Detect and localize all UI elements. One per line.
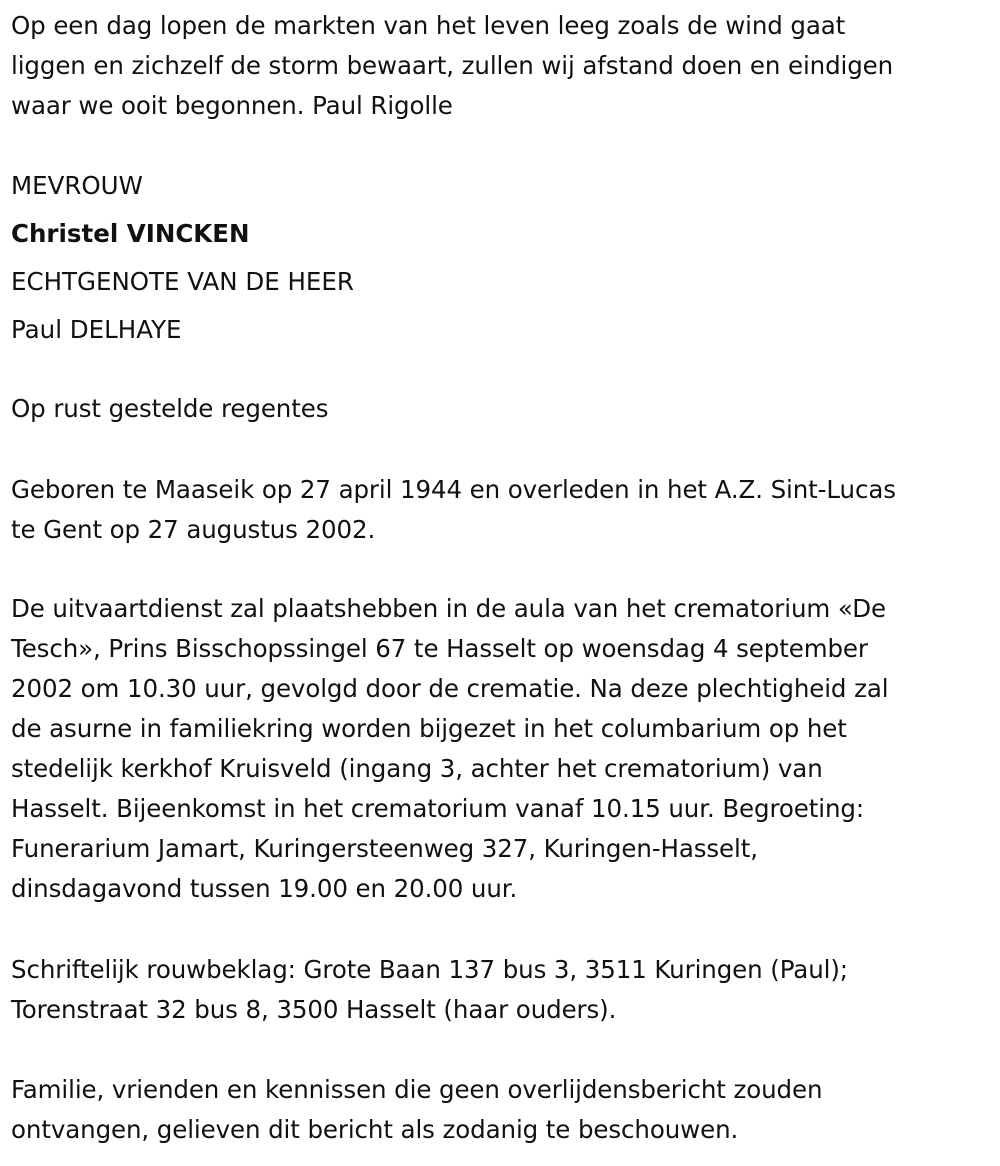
funeral-line: Hasselt. Bijeenkomst in het crematorium vanaf 10.15 uur. Begroeting: (11, 794, 865, 823)
salutation: MEVROUW (11, 171, 143, 200)
condolences-paragraph (11, 950, 848, 1030)
quote-line: waar we ooit begonnen. Paul Rigolle (11, 91, 453, 120)
quote-line: liggen en zichzelf de storm bewaart, zullen wij afstand doen en eindigen (11, 51, 894, 80)
closing-line: Familie, vrienden en kennissen die geen overlijdensbericht zouden (11, 1075, 823, 1104)
funeral-line: de asurne in familiekring worden bijgezet in het columbarium op het (11, 714, 847, 743)
deceased-block (11, 162, 354, 354)
birth-death-line: Geboren te Maaseik op 27 april 1944 en overleden in het A.Z. Sint-Lucas (11, 475, 896, 504)
funeral-line: stedelijk kerkhof Kruisveld (ingang 3, achter het crematorium) van (11, 754, 823, 783)
condolences-line: Torenstraat 32 bus 8, 3500 Hasselt (haar ouders). (11, 995, 617, 1024)
closing-paragraph (11, 1070, 822, 1150)
relation-label: ECHTGENOTE VAN DE HEER (11, 267, 354, 296)
birth-death-line: te Gent op 27 augustus 2002. (11, 515, 376, 544)
birth-death-paragraph (11, 470, 896, 550)
funeral-line: Funerarium Jamart, Kuringersteenweg 327, Kuringen-Hasselt, (11, 834, 758, 863)
occupation-line: Op rust gestelde regentes (11, 394, 329, 423)
funeral-line: De uitvaartdienst zal plaatshebben in de aula van het crematorium «De (11, 594, 887, 623)
spouse-name: Paul DELHAYE (11, 315, 182, 344)
funeral-line: 2002 om 10.30 uur, gevolgd door de crematie. Na deze plechtigheid zal (11, 674, 889, 703)
occupation (11, 389, 328, 429)
quote-line: Op een dag lopen de markten van het leven leeg zoals de wind gaat (11, 11, 846, 40)
deceased-name: Christel VINCKEN (11, 219, 250, 248)
funeral-line: Tesch», Prins Bisschopssingel 67 te Hasselt op woensdag 4 september (11, 634, 868, 663)
funeral-paragraph (11, 589, 888, 909)
funeral-line: dinsdagavond tussen 19.00 en 20.00 uur. (11, 874, 518, 903)
closing-line: ontvangen, gelieven dit bericht als zodanig te beschouwen. (11, 1115, 739, 1144)
quote-paragraph (11, 6, 893, 126)
condolences-line: Schriftelijk rouwbeklag: Grote Baan 137 bus 3, 3511 Kuringen (Paul); (11, 955, 848, 984)
